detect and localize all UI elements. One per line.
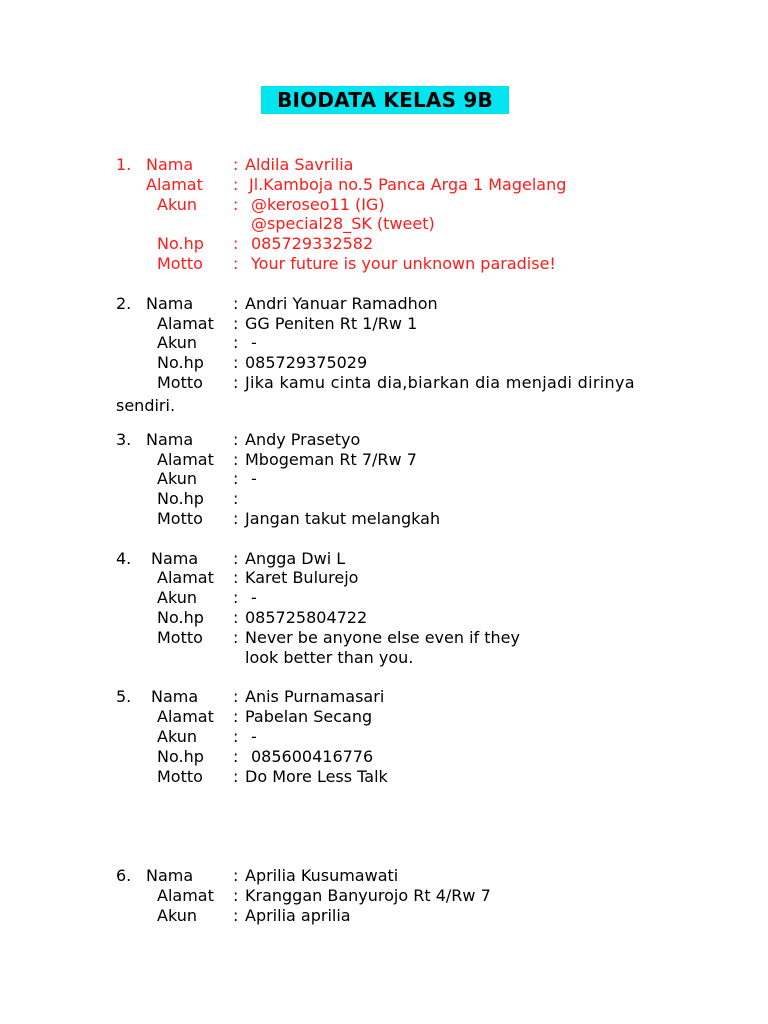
akun-value: @keroseo11 (IG) — [251, 195, 385, 214]
akun-separator: : — [233, 906, 239, 925]
nama-separator: : — [233, 687, 239, 706]
document-title: BIODATA KELAS 9B — [261, 86, 509, 114]
nohp-value: 085729332582 — [251, 234, 374, 253]
nama-label: Nama — [151, 549, 199, 568]
alamat-separator: : — [233, 175, 239, 194]
nohp-label: No.hp — [157, 608, 204, 627]
nohp-separator: : — [233, 747, 239, 766]
alamat-label: Alamat — [157, 568, 214, 587]
akun-separator: : — [233, 727, 239, 746]
alamat-label: Alamat — [157, 886, 214, 905]
alamat-value: Mbogeman Rt 7/Rw 7 — [245, 450, 417, 469]
nohp-label: No.hp — [157, 234, 204, 253]
nama-separator: : — [233, 549, 239, 568]
motto-label: Motto — [157, 767, 203, 786]
akun-separator: : — [233, 333, 239, 352]
nohp-separator: : — [233, 234, 239, 253]
nama-label: Nama — [151, 687, 199, 706]
akun-value: - — [251, 469, 257, 488]
akun-value: Aprilia aprilia — [245, 906, 351, 925]
nama-separator: : — [233, 155, 239, 174]
nama-separator: : — [233, 294, 239, 313]
motto-label: Motto — [157, 254, 203, 273]
alamat-label: Alamat — [157, 314, 214, 333]
motto-separator: : — [233, 509, 239, 528]
nohp-value: 085725804722 — [245, 608, 368, 627]
alamat-value: Kranggan Banyurojo Rt 4/Rw 7 — [245, 886, 491, 905]
alamat-label: Alamat — [146, 175, 203, 194]
alamat-separator: : — [233, 568, 239, 587]
akun-value: - — [251, 727, 257, 746]
akun-label: Akun — [157, 588, 197, 607]
alamat-value: Pabelan Secang — [245, 707, 373, 726]
nama-label: Nama — [146, 430, 194, 449]
alamat-value: Karet Bulurejo — [245, 568, 359, 587]
akun-label: Akun — [157, 333, 197, 352]
akun-separator: : — [233, 588, 239, 607]
entry-number: 6. — [116, 866, 132, 885]
nama-value: Andri Yanuar Ramadhon — [245, 294, 438, 313]
motto-label: Motto — [157, 373, 203, 392]
nama-value: Aldila Savrilia — [245, 155, 354, 174]
nohp-value: 085600416776 — [251, 747, 374, 766]
akun-label: Akun — [157, 727, 197, 746]
motto-label: Motto — [157, 509, 203, 528]
motto-separator: : — [233, 373, 239, 392]
alamat-separator: : — [233, 314, 239, 333]
nohp-separator: : — [233, 608, 239, 627]
motto-value: Never be anyone else even if they — [245, 628, 520, 647]
nama-label: Nama — [146, 866, 194, 885]
nohp-label: No.hp — [157, 353, 204, 372]
nama-label: Nama — [146, 155, 194, 174]
nama-separator: : — [233, 866, 239, 885]
akun-separator: : — [233, 469, 239, 488]
entry-number: 2. — [116, 294, 132, 313]
motto-separator: : — [233, 767, 239, 786]
nohp-value: 085729375029 — [245, 353, 368, 372]
entry-number: 5. — [116, 687, 132, 706]
entry-number: 3. — [116, 430, 132, 449]
nohp-separator: : — [233, 489, 239, 508]
motto-value: Your future is your unknown paradise! — [251, 254, 556, 273]
akun-label: Akun — [157, 906, 197, 925]
akun-value-2: @special28_SK (tweet) — [251, 214, 435, 233]
alamat-value: Jl.Kamboja no.5 Panca Arga 1 Magelang — [249, 175, 567, 194]
motto-value-2: sendiri. — [116, 396, 176, 415]
motto-value: Jangan takut melangkah — [245, 509, 441, 528]
akun-label: Akun — [157, 195, 197, 214]
nama-value: Aprilia Kusumawati — [245, 866, 399, 885]
akun-value: - — [251, 588, 257, 607]
motto-value-2: look better than you. — [245, 648, 414, 667]
entry-number: 1. — [116, 155, 132, 174]
nohp-separator: : — [233, 353, 239, 372]
alamat-separator: : — [233, 886, 239, 905]
motto-value: Do More Less Talk — [245, 767, 388, 786]
nama-label: Nama — [146, 294, 194, 313]
motto-separator: : — [233, 628, 239, 647]
nohp-label: No.hp — [157, 489, 204, 508]
nohp-label: No.hp — [157, 747, 204, 766]
motto-value: Jika kamu cinta dia,biarkan dia menjadi dirinya — [245, 373, 635, 392]
entry-number: 4. — [116, 549, 132, 568]
nama-value: Anis Purnamasari — [245, 687, 385, 706]
nama-separator: : — [233, 430, 239, 449]
akun-separator: : — [233, 195, 239, 214]
motto-separator: : — [233, 254, 239, 273]
alamat-separator: : — [233, 450, 239, 469]
alamat-value: GG Peniten Rt 1/Rw 1 — [245, 314, 418, 333]
nama-value: Andy Prasetyo — [245, 430, 361, 449]
alamat-label: Alamat — [157, 450, 214, 469]
motto-label: Motto — [157, 628, 203, 647]
alamat-label: Alamat — [157, 707, 214, 726]
akun-label: Akun — [157, 469, 197, 488]
alamat-separator: : — [233, 707, 239, 726]
nama-value: Angga Dwi L — [245, 549, 346, 568]
akun-value: - — [251, 333, 257, 352]
